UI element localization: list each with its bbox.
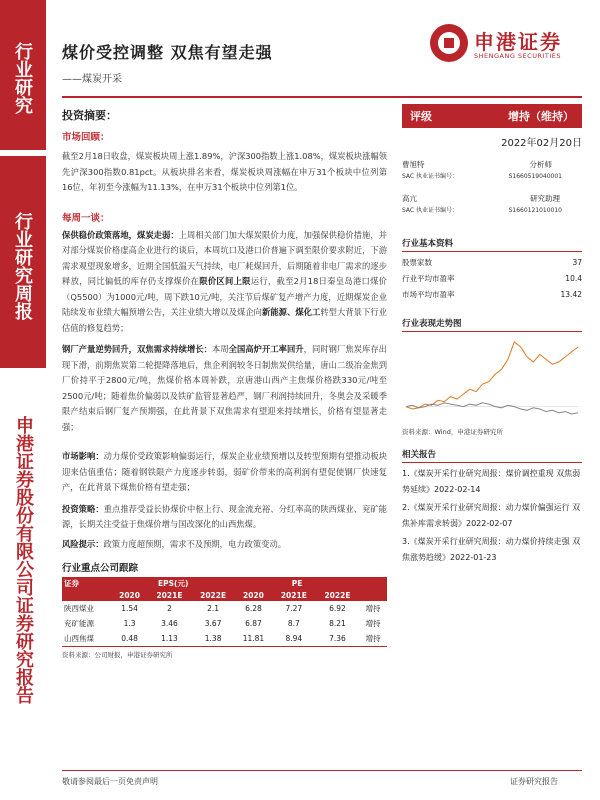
related-reports-heading: 相关报告 xyxy=(402,448,582,463)
related-report[interactable]: 3.《煤炭开采行业研究周报：动力煤价持续走强 双焦涨势趋缓》2022-01-23 xyxy=(402,537,581,562)
cell: 0.48 xyxy=(111,631,147,646)
chart-source: 资料来源：Wind，申港证券研究所 xyxy=(402,428,503,436)
logo-text-en: SHENGANG SECURITIES xyxy=(474,52,562,60)
cell: 6.87 xyxy=(245,619,262,628)
subcol-pe-2020: 2020 xyxy=(235,590,272,601)
cell: 11.81 xyxy=(235,631,272,646)
cell: 6.92 xyxy=(329,604,346,613)
analyst-name: 高亢 xyxy=(402,194,417,203)
disclaimer-note: 敬请参阅最后一页免责声明 xyxy=(62,777,158,786)
header-divider xyxy=(62,96,582,98)
market-impact: 市场影响：动力煤价受政策影响偏弱运行，煤炭企业业绩预增以及转型预期有望推动板块迎来估值重估；随着钢铁限产力度逐步转弱，弱矿价带来的高利润有望促使钢厂快速复产，在此背景下煤焦价格有望走强； xyxy=(62,451,387,492)
cell: 2.1 xyxy=(207,604,220,613)
company-logo xyxy=(430,24,580,72)
license-label: SAC 执业证书编号： xyxy=(402,207,459,214)
cell: 1.3 xyxy=(123,619,136,628)
table-row xyxy=(62,616,387,631)
basic-info-row: 市场平均市盈率 13.42 xyxy=(402,290,582,299)
analyst-role: 分析师 xyxy=(529,160,552,169)
col-pe: PE xyxy=(235,577,359,590)
series-line-1 xyxy=(406,403,578,414)
footer-divider xyxy=(62,770,582,771)
table-row xyxy=(62,631,387,646)
report-subtitle: ——煤炭开采 xyxy=(62,74,122,85)
cell: 3.67 xyxy=(204,619,222,628)
cell: 山西焦煤 xyxy=(62,631,111,646)
company-table xyxy=(62,577,387,647)
cell: 增持 xyxy=(365,604,381,613)
invest-summary-heading: 投资摘要： xyxy=(62,109,117,122)
investment-strategy: 投资策略：重点推荐受益长协煤价中枢上行、现金流充裕、分红率高的陕西煤业、兖矿能源，长期关注受益于焦煤价增与国改深化的山西焦煤。 xyxy=(62,503,387,529)
right-sidebar xyxy=(402,104,582,565)
category-block xyxy=(0,0,46,150)
market-review-text: 截至2月18日收盘，煤炭板块周上涨1.89%，沪深300指数上涨1.08%，煤炭板块涨幅领先沪深300指数0.81pct。从板块排名来看，煤炭板块周涨幅在申万31个板块中位列第16位，年初至今涨幅为11.13%，在申万31个板块中位列第1位。 xyxy=(62,151,387,192)
col-eps: EPS(元) xyxy=(111,577,234,590)
cell: 1.38 xyxy=(191,631,235,646)
performance-chart-svg xyxy=(402,336,582,424)
left-sidebar xyxy=(0,0,46,800)
logo-mark-icon xyxy=(430,24,468,62)
license-label: SAC 执业证书编号： xyxy=(402,173,459,180)
analyst-name: 曹旭特 xyxy=(402,160,425,169)
market-review-heading: 市场回顾： xyxy=(62,132,110,143)
report-type-block xyxy=(0,156,46,368)
footer-label: 证券研究报告 xyxy=(510,777,558,786)
cell: 6.28 xyxy=(245,604,262,613)
performance-chart xyxy=(402,336,582,424)
basic-info-list xyxy=(402,255,582,303)
col-rating xyxy=(359,577,387,590)
table-source: 资料来源：公司财报，申港证券研究所 xyxy=(62,650,173,659)
related-report[interactable]: 2.《煤炭开采行业研究周报：动力煤价偏强运行 双焦补库需求转弱》2022-02-07 xyxy=(402,503,581,528)
subcol-pe-2022e: 2022E xyxy=(316,590,360,601)
cell: 1.13 xyxy=(148,631,192,646)
weekly-paragraph-1: 保供稳价政策落地，煤炭走弱：上周相关部门加大煤炭限价力度，加强保供稳价措施，并对部分煤炭价格虚高企业进行约谈后，本周坑口及港口价普遍下调至限价要求附近，下游需求观望现象增多，近期全国低温天气持续，电厂耗煤回升，后期随着非电厂需求的逐步释放，同比偏低的库存仍支撑煤价在限价区间上限运行，截至2月18日秦皇岛港口煤价（Q5500）为1000元/吨，周下跌10元/吨，关注节后煤矿复产增产力度，近期煤炭企业陆续发布业绩大幅预增公告，关注业绩大增以及煤企向新能源、煤化工转型大背景下行业估值的修复趋势； xyxy=(62,229,387,333)
cell: 增持 xyxy=(365,619,381,628)
category-label: 行业研究 xyxy=(12,42,33,114)
basic-info-row: 行业平均市盈率 10.4 xyxy=(402,274,582,283)
license-number: S1660121010010 xyxy=(508,207,562,214)
report-date: 2022年02月20日 xyxy=(501,138,582,149)
rating-value: 增持（维持） xyxy=(508,110,574,123)
cell: 1.54 xyxy=(121,604,138,613)
cell: 8.7 xyxy=(287,619,300,628)
report-title: 煤价受控调整 双焦有望走强 xyxy=(62,43,273,62)
cell: 7.27 xyxy=(285,604,303,613)
cell: 3.46 xyxy=(161,619,178,628)
cell: 增持 xyxy=(359,631,387,646)
series-line-0 xyxy=(406,342,578,409)
cell: 2 xyxy=(167,604,172,613)
analyst-role: 研究助理 xyxy=(530,194,560,203)
subcol-rating xyxy=(359,590,387,601)
risk-warning: 风险提示：政策力度超预期，需求不及预期，电力政策变动。 xyxy=(62,538,287,549)
rating-label: 评级 xyxy=(410,110,432,123)
table-header-row xyxy=(62,577,387,590)
weekly-heading: 每周一谈： xyxy=(62,212,110,224)
subcol-eps-2020: 2020 xyxy=(111,590,147,601)
subcol-pe-2021e: 2021E xyxy=(272,590,316,601)
logo-text-cn: 申港证券 xyxy=(474,30,562,54)
subcol-blank xyxy=(62,590,111,601)
weekly-paragraph-2: 钢厂产量逆势回升，双焦需求持续增长：本周全国高炉开工率回升，同时钢厂焦炭库存出现下滑，前期焦炭第二轮提降落地后，焦企利润较冬日制焦炭供给量，唐山二级冶金焦到厂价持平于2800元/吨，焦煤价格本周补跌，京唐港山西产主焦煤价格跌330元/吨至2500元/吨；随着焦价偏弱以及铁矿监管显著趋严，钢厂利润持续回升，冬奥会及采暖季限产结束后钢厂复产预期强，在此背景下双焦需求有望迎来持续增长，价格有望显著走强； xyxy=(62,344,387,432)
subcol-eps-2021e: 2021E xyxy=(148,590,192,601)
main-content xyxy=(62,105,387,659)
report-type-label: 行业研究周报 xyxy=(12,212,33,320)
license-number: S1660519040001 xyxy=(508,173,562,180)
related-report[interactable]: 1.《煤炭开采行业研究周报：煤价调控重现 双焦弱势延续》2022-02-14 xyxy=(402,469,581,494)
table-row xyxy=(62,601,387,616)
cell: 8.21 xyxy=(329,619,346,628)
subcol-eps-2022e: 2022E xyxy=(191,590,235,601)
basic-info-row: 股票家数 37 xyxy=(402,258,582,267)
cell: 8.94 xyxy=(272,631,316,646)
company-table-title: 行业重点公司跟踪 xyxy=(62,563,139,574)
cell: 7.36 xyxy=(316,631,360,646)
analyst-info xyxy=(402,159,582,217)
rating-bar xyxy=(402,104,582,128)
col-security: 证券 xyxy=(62,577,111,590)
basic-info-heading: 行业基本资料 xyxy=(402,237,582,252)
company-label: 申港证券股份有限公司证券研究报告 xyxy=(13,416,34,704)
cell: 陕西煤业 xyxy=(64,604,94,613)
performance-chart-heading: 行业表现走势图 xyxy=(402,317,582,332)
cell: 兖矿能源 xyxy=(64,619,94,628)
table-subheader-row xyxy=(62,590,387,601)
